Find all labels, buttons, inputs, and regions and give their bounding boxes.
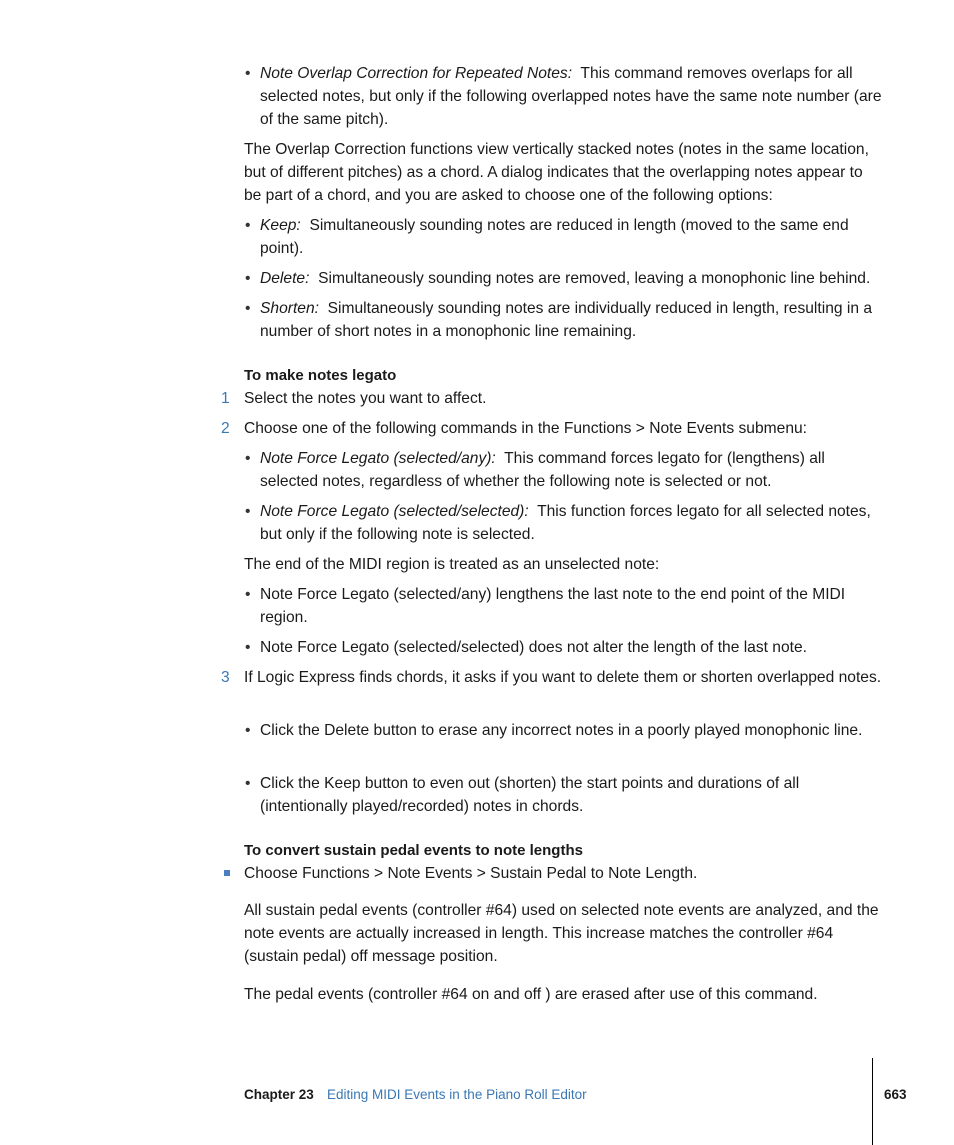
description: Simultaneously sounding notes are individually reduced in length, resulting in a number of short notes in a monophonic line remaining. xyxy=(260,300,873,340)
option-delete xyxy=(245,267,884,290)
step-text: Select the notes you want to affect. xyxy=(244,390,487,407)
bullet-text: Note Force Legato (selected/selected) does not alter the length of the last note. xyxy=(260,639,807,656)
bullet-glyph: • xyxy=(245,775,251,792)
option-keep xyxy=(245,214,884,260)
sustain-action xyxy=(244,862,884,885)
bullet-glyph: • xyxy=(245,586,251,603)
term: Note Force Legato (selected/any): xyxy=(260,450,496,467)
bullet-glyph: • xyxy=(245,217,251,234)
footer-chapter-title: Editing MIDI Events in the Piano Roll Editor xyxy=(327,1087,587,1102)
sustain-paragraph-2: The pedal events (controller #64 on and off ) are erased after use of this command. xyxy=(244,986,818,1003)
end-bullet-any xyxy=(245,583,884,629)
description: Simultaneously sounding notes are reduced in length (moved to the same end point). xyxy=(260,217,849,257)
end-bullet-selected xyxy=(245,636,884,659)
bullet-text: Note Force Legato (selected/any) lengthens the last note to the end point of the MIDI region. xyxy=(260,586,846,626)
chord-bullet-keep xyxy=(245,772,884,818)
bullet-glyph: • xyxy=(245,450,251,467)
step-2 xyxy=(221,417,884,440)
bullet-glyph: • xyxy=(245,65,251,82)
sustain-paragraph-1: All sustain pedal events (controller #64) used on selected note events are analyzed, and the note events are actually increased in length. This increase matches the controller #64 (sustain pedal) off message position. xyxy=(244,902,879,965)
chord-bullet-delete xyxy=(245,719,884,742)
description: Simultaneously sounding notes are removed, leaving a monophonic line behind. xyxy=(318,270,871,287)
description: This command removes overlaps for all selected notes, but only if the following overlapped notes have the same note number (are of the same pitch). xyxy=(260,65,882,128)
step-number: 3 xyxy=(221,669,230,686)
option-shorten xyxy=(245,297,884,343)
step-text: Choose one of the following commands in the Functions > Note Events submenu: xyxy=(244,420,807,437)
page-number: 663 xyxy=(884,1087,907,1102)
term: Note Force Legato (selected/selected): xyxy=(260,503,529,520)
heading-sustain: To convert sustain pedal events to note lengths xyxy=(244,842,583,859)
step-number: 2 xyxy=(221,420,230,437)
term: Delete: xyxy=(260,270,310,287)
term: Keep: xyxy=(260,217,301,234)
bullet-glyph: • xyxy=(245,722,251,739)
heading-legato: To make notes legato xyxy=(244,367,397,384)
footer-chapter: Chapter 23 xyxy=(244,1087,314,1102)
bullet-overlap-repeated xyxy=(245,62,884,131)
paragraph-end-note: The end of the MIDI region is treated as an unselected note: xyxy=(244,556,660,573)
bullet-glyph: • xyxy=(245,270,251,287)
paragraph-chord: The Overlap Correction functions view vertically stacked notes (notes in the same location, but of different pitches) as a chord. A dialog indicates that the overlapping notes appear to be part of a chord, and you are asked to choose one of the following options: xyxy=(244,141,869,204)
square-bullet-icon xyxy=(224,870,230,876)
bullet-glyph: • xyxy=(245,503,251,520)
description: This command forces legato for (lengthens) all selected notes, regardless of whether the following note is selected or not. xyxy=(260,450,825,490)
bullet-text: Click the Delete button to erase any incorrect notes in a poorly played monophonic line. xyxy=(260,722,863,739)
term: Shorten: xyxy=(260,300,319,317)
step-number: 1 xyxy=(221,390,230,407)
action-text: Choose Functions > Note Events > Sustain Pedal to Note Length. xyxy=(244,865,698,882)
bullet-text: Click the Keep button to even out (shorten) the start points and durations of all (intentionally played/recorded) notes in chords. xyxy=(260,775,800,815)
footer-divider xyxy=(872,1058,873,1145)
bullet-glyph: • xyxy=(245,300,251,317)
command-legato-selected xyxy=(245,500,884,546)
step-3 xyxy=(221,666,884,689)
command-legato-any xyxy=(245,447,884,493)
step-1 xyxy=(221,387,884,410)
bullet-glyph: • xyxy=(245,639,251,656)
step-text: If Logic Express finds chords, it asks if you want to delete them or shorten overlapped notes. xyxy=(244,669,882,686)
term: Note Overlap Correction for Repeated Notes: xyxy=(260,65,573,82)
description: This function forces legato for all selected notes, but only if the following note is selected. xyxy=(260,503,871,543)
